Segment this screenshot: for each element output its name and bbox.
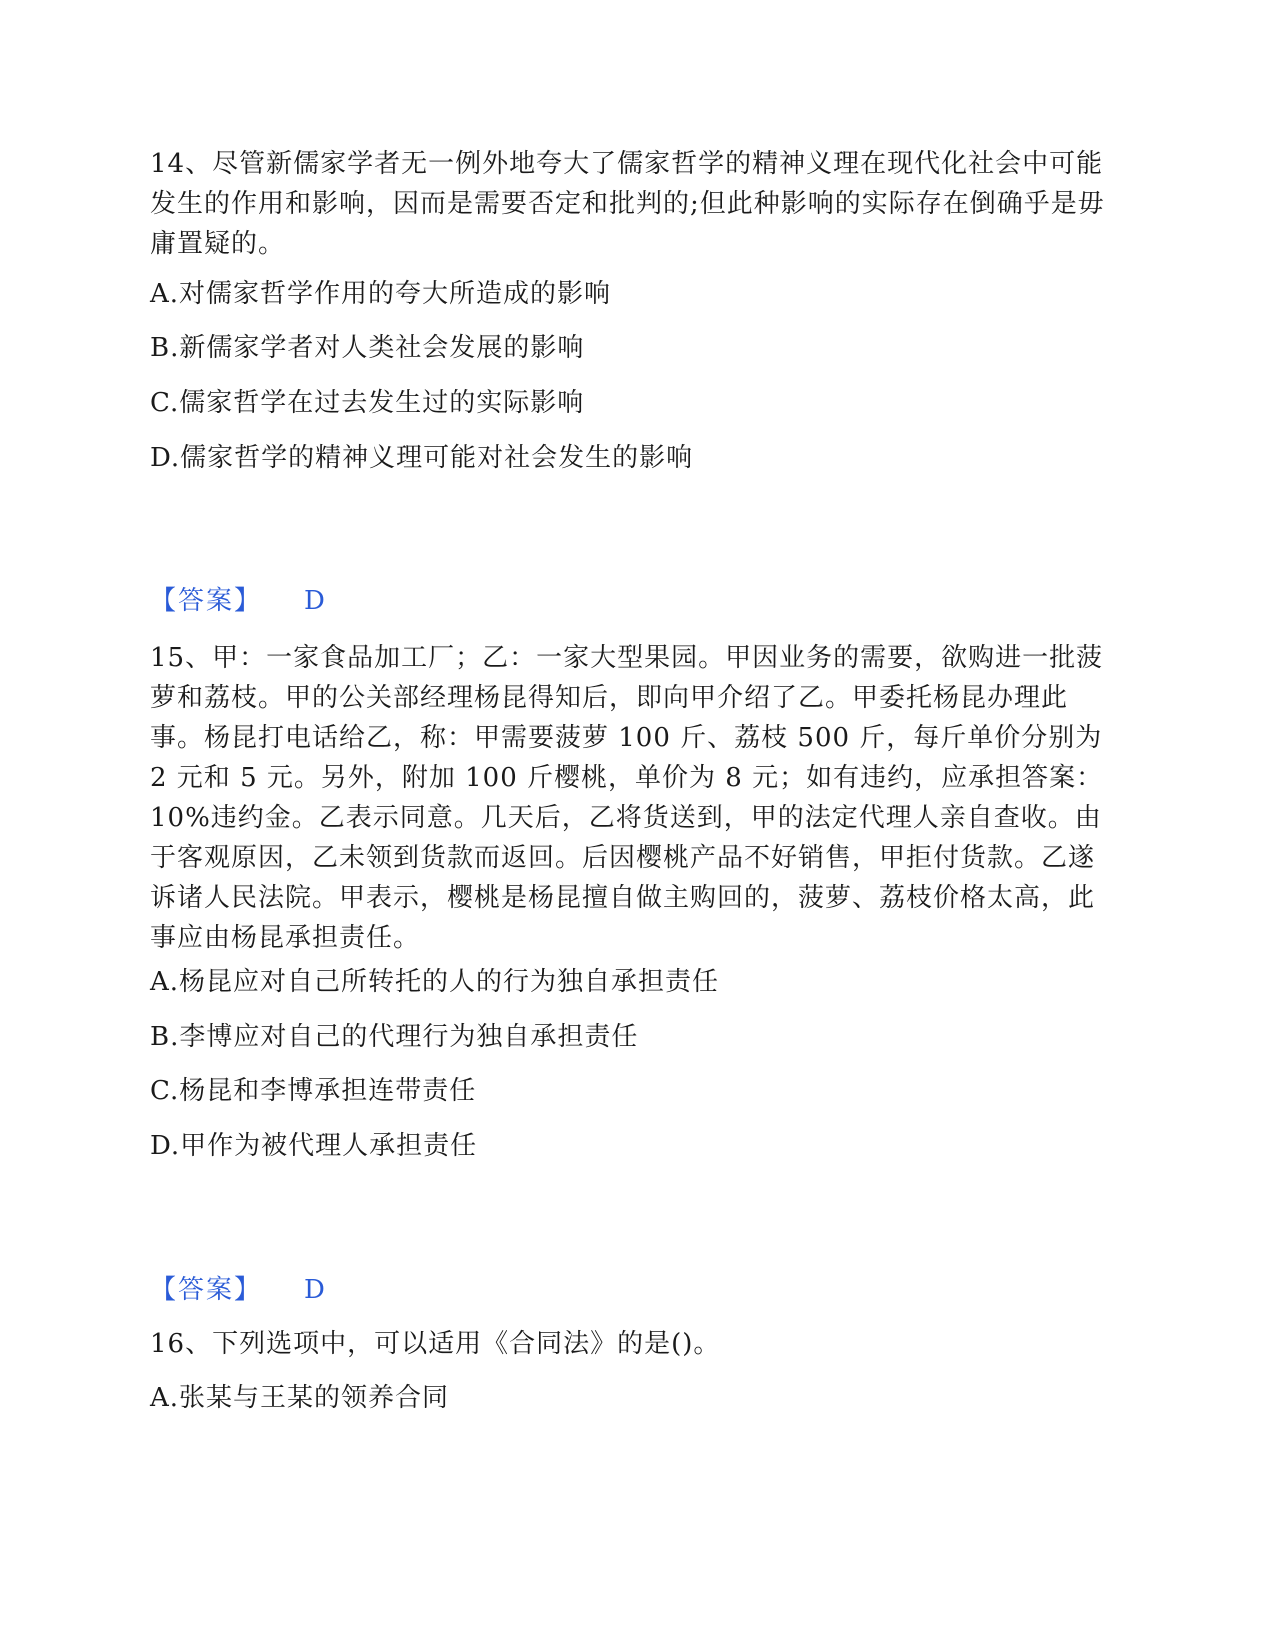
question-15-option-c: C.杨昆和李博承担连带责任 [150, 1076, 477, 1106]
answer-label: 【答案】 [150, 586, 263, 616]
question-16-option-a: A.张某与王某的领养合同 [150, 1383, 450, 1413]
question-15-answer [150, 1272, 325, 1308]
question-15-option-a: A.杨昆应对自己所转托的人的行为独自承担责任 [150, 967, 720, 997]
answer-value: D [304, 586, 325, 616]
question-14-option-c: C.儒家哲学在过去发生过的实际影响 [150, 388, 585, 418]
question-14-answer [150, 583, 325, 619]
question-14-option-d: D.儒家哲学的精神义理可能对社会发生的影响 [150, 443, 694, 473]
question-14-option-a: A.对儒家哲学作用的夸大所造成的影响 [150, 279, 612, 309]
question-14-option-b: B.新儒家学者对人类社会发展的影响 [150, 333, 585, 363]
question-15-option-b: B.李博应对自己的代理行为独自承担责任 [150, 1022, 639, 1052]
question-15-stem: 15、甲：一家食品加工厂；乙：一家大型果园。甲因业务的需要，欲购进一批菠萝和荔枝。甲的公关部经理杨昆得知后，即向甲介绍了乙。甲委托杨昆办理此事。杨昆打电话给乙，称：甲需要菠萝 100 斤、荔枝 500 斤，每斤单价分别为 2 元和 5 元。另外，附加 100 斤樱桃，单价为 8 元；如有违约，应承担答案：10%违约金。乙表示同意。几天后，乙将货送到，甲的法定代理人亲自查收。由于客观原因，乙未领到货款而返回。后因樱桃产品不好销售，甲拒付货款。乙遂诉诸人民法院。甲表示，樱桃是杨昆擅自做主购回的，菠萝、荔枝价格太高，此事应由杨昆承担责任。 [150, 643, 1104, 953]
question-15-option-d: D.甲作为被代理人承担责任 [150, 1131, 478, 1161]
question-14-stem: 14、尽管新儒家学者无一例外地夸大了儒家哲学的精神义理在现代化社会中可能发生的作用和影响，因而是需要否定和批判的;但此种影响的实际存在倒确乎是毋庸置疑的。 [150, 149, 1105, 259]
question-16-stem: 16、下列选项中，可以适用《合同法》的是()。 [150, 1329, 721, 1359]
answer-label: 【答案】 [150, 1275, 263, 1305]
answer-value: D [304, 1275, 325, 1305]
